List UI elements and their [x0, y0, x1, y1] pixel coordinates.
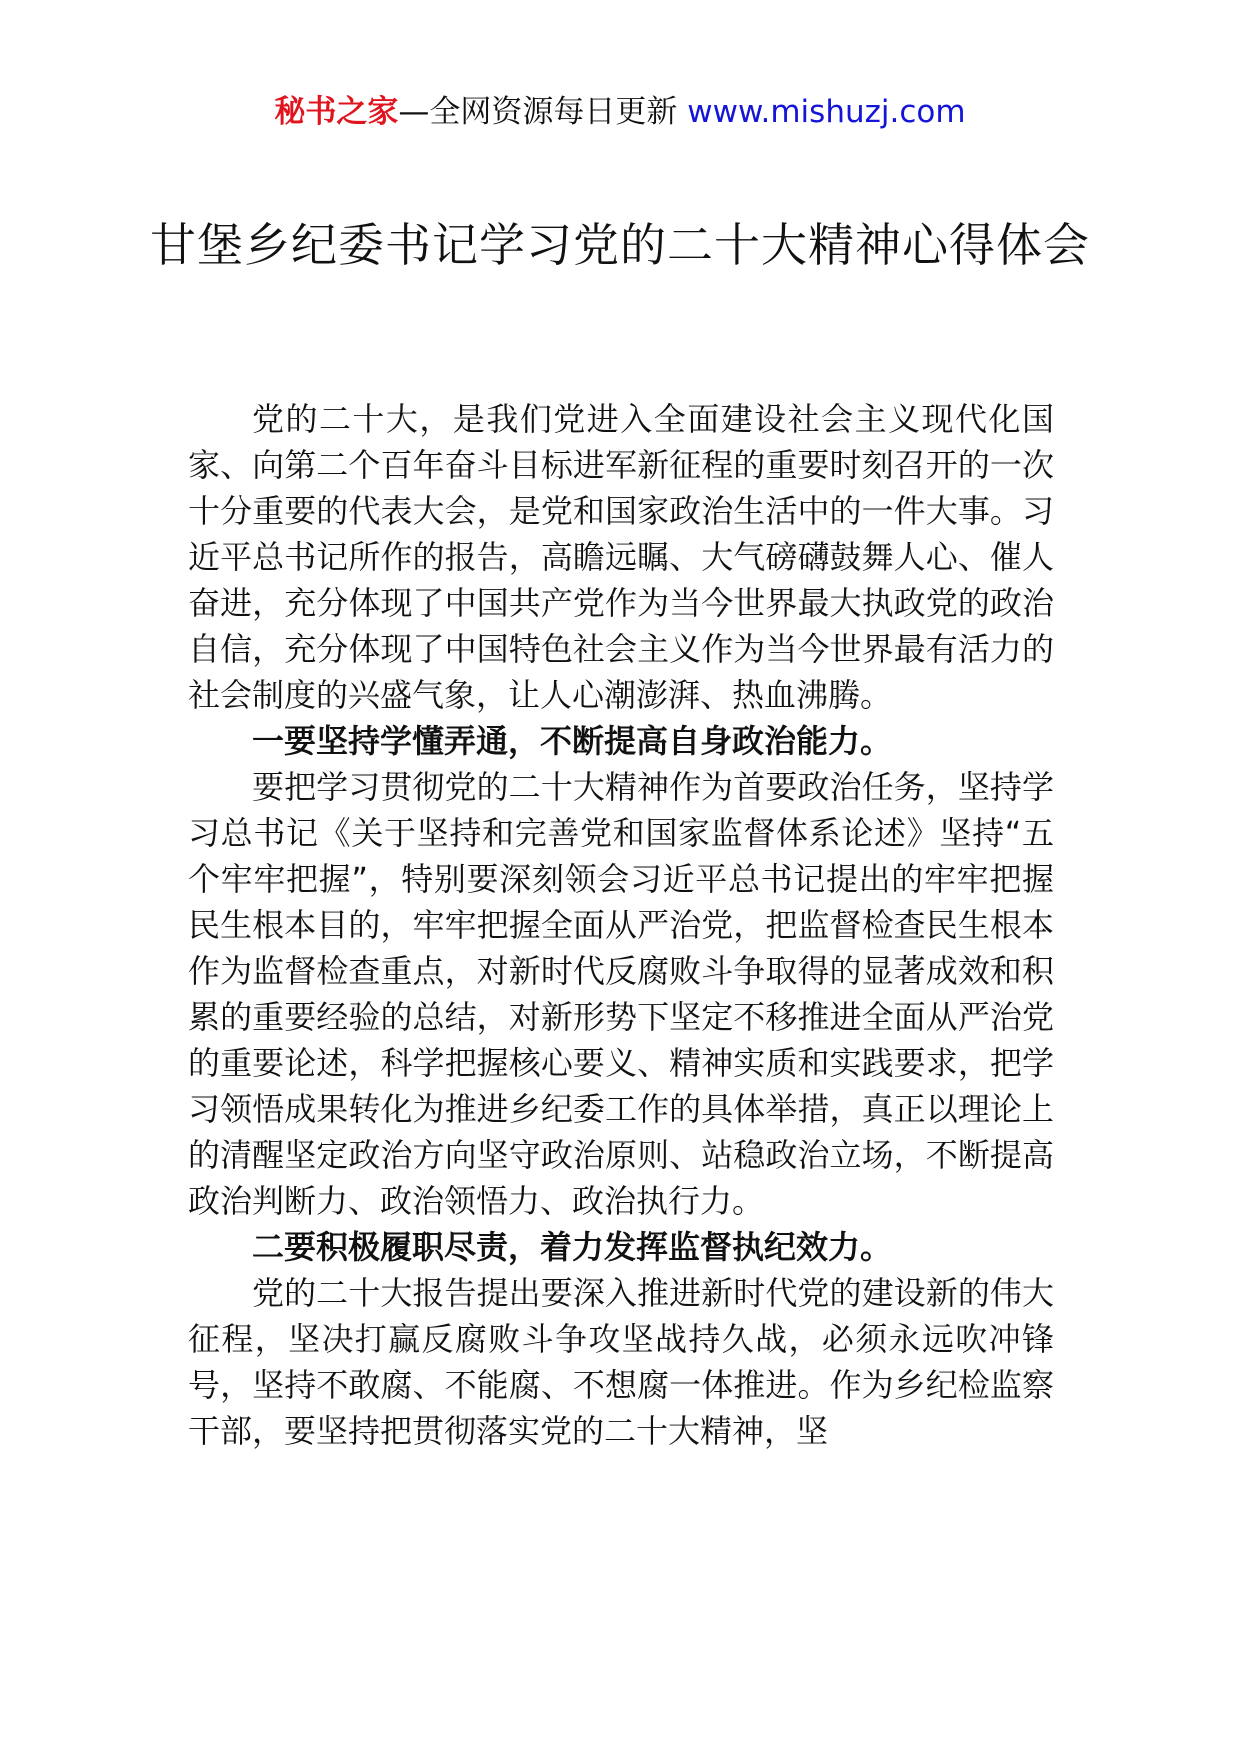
section-paragraph-1: 要把学习贯彻党的二十大精神作为首要政治任务，坚持学习总书记《关于坚持和完善党和国家监督体系论述》坚持“五个牢牢把握”，特别要深刻领会习近平总书记提出的牢牢把握民生根本目的，牢牢把握全面从严治党，把监督检查民生根本作为监督检查重点，对新时代反腐败斗争取得的显著成效和积累的重要经验的总结，对新形势下坚定不移推进全面从严治党的重要论述，科学把握核心要义、精神实质和实践要求，把学习领悟成果转化为推进乡纪委工作的具体举措，真正以理论上的清醒坚定政治方向坚守政治原则、站稳政治立场，不断提高政治判断力、政治领悟力、政治执行力。	[188, 768, 1054, 1220]
site-url-link[interactable]: www.mishuzj.com	[687, 94, 966, 130]
section-heading-2: 二要积极履职尽责，着力发挥监督执纪效力。	[252, 1228, 893, 1266]
document-title: 甘堡乡纪委书记学习党的二十大精神心得体会	[150, 218, 1090, 272]
site-header	[0, 90, 1240, 134]
section-heading-1: 一要坚持学懂弄通，不断提高自身政治能力。	[252, 722, 893, 760]
document-body	[188, 396, 1054, 1454]
header-slogan: —全网资源每日更新	[398, 94, 688, 130]
brand-name: 秘书之家	[274, 94, 399, 130]
intro-paragraph: 党的二十大，是我们党进入全面建设社会主义现代化国家、向第二个百年奋斗目标进军新征程的重要时刻召开的一次十分重要的代表大会，是党和国家政治生活中的一件大事。习近平总书记所作的报告，高瞻远瞩、大气磅礴鼓舞人心、催人奋进，充分体现了中国共产党作为当今世界最大执政党的政治自信，充分体现了中国特色社会主义作为当今世界最有活力的社会制度的兴盛气象，让人心潮澎湃、热血沸腾。	[188, 400, 1054, 714]
section-paragraph-2: 党的二十大报告提出要深入推进新时代党的建设新的伟大征程，坚决打赢反腐败斗争攻坚战持久战，必须永远吹冲锋号，坚持不敢腐、不能腐、不想腐一体推进。作为乡纪检监察干部，要坚持把贯彻落实党的二十大精神，坚	[188, 1274, 1054, 1450]
